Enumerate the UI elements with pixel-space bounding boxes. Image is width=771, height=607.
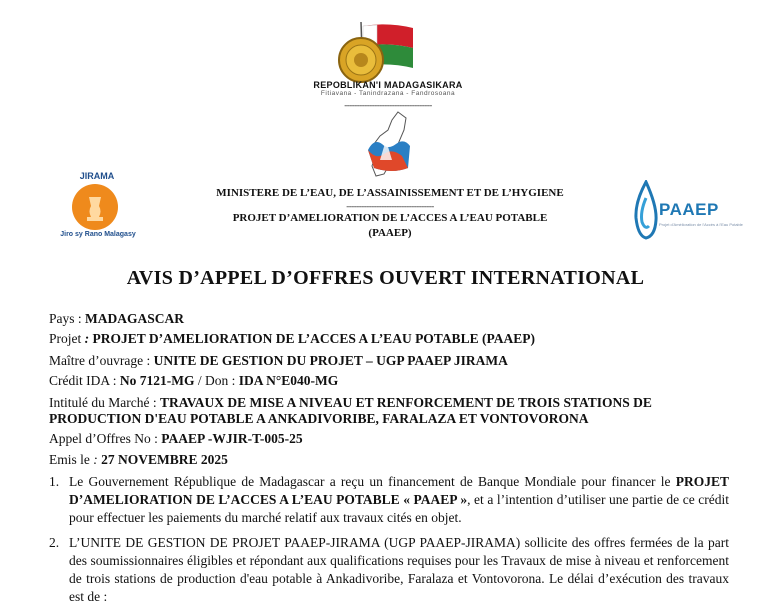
paragraph-text-b: , et a l’intention d’utiliser une partie de ce crédit pour effectuer les paiements du marché relatif aux travaux cités en objet. <box>69 492 729 525</box>
project-heading <box>190 211 590 241</box>
maitre-value: UNITE DE GESTION DU PROJET – UGP PAAEP JIRAMA <box>153 353 508 368</box>
paragraph-number: 2. <box>49 535 60 550</box>
paaep-logo-text: PAAEP <box>659 200 719 219</box>
jirama-name: JIRAMA <box>79 171 115 181</box>
madagascar-seal-flag-icon <box>333 20 443 86</box>
projet-label: Projet <box>49 331 82 346</box>
intitule-label: Intitulé du Marché : <box>49 395 157 410</box>
field-appel-offres <box>49 431 303 447</box>
don-label: / Don : <box>197 373 236 388</box>
field-maitre-ouvrage <box>49 353 508 369</box>
separator-line-2: ----------------------------------- <box>346 201 434 211</box>
paragraph-text <box>69 473 729 527</box>
paragraph-text: L’UNITE DE GESTION DE PROJET PAAEP-JIRAMA (UGP PAAEP-JIRAMA) sollicite des offres fermées de la part des soumissionnaires éligibles et répondant aux qualifications requises pour les Travaux de mise à niveau et renforcement de trois stations de production d'eau potable à Ankadivoribe, Faralaza et Vontovorona. Le délai d’exécution des travaux est de : <box>69 535 729 604</box>
emis-label: Emis le <box>49 452 90 467</box>
field-pays <box>49 311 184 327</box>
projet-separator: : <box>84 331 90 346</box>
project-heading-line2: (PAAEP) <box>368 227 412 239</box>
separator-line: ----------------------------------- <box>344 100 432 110</box>
field-credit <box>49 373 338 389</box>
jirama-tagline: Jiro sy Rano Malagasy <box>60 231 136 238</box>
field-projet <box>49 331 535 347</box>
maitre-label: Maître d’ouvrage : <box>49 353 151 368</box>
madagascar-map-icon <box>362 110 416 180</box>
pays-label: Pays : <box>49 311 82 326</box>
paragraph-2 <box>49 534 729 606</box>
projet-value: PROJET D’AMELIORATION DE L’ACCES A L’EAU POTABLE (PAAEP) <box>92 331 535 346</box>
project-heading-line1: PROJET D’AMELIORATION DE L’ACCES A L’EAU POTABLE <box>232 212 548 224</box>
pays-value: MADAGASCAR <box>85 311 185 326</box>
paragraph-number: 1. <box>49 474 60 489</box>
credit-label: Crédit IDA : <box>49 373 117 388</box>
credit-value: No 7121-MG <box>119 373 195 388</box>
ministry-name: MINISTERE DE L’EAU, DE L’ASSAINISSEMENT ET DE L’HYGIENE <box>216 187 564 199</box>
water-drop-icon <box>633 180 659 240</box>
emis-value: 27 NOVEMBRE 2025 <box>101 452 228 467</box>
republic-name: REPOBLIKAN'I MADAGASIKARA <box>313 80 463 90</box>
paaep-logo <box>633 180 743 240</box>
document-title: AVIS D’APPEL D’OFFRES OUVERT INTERNATIONAL <box>126 267 645 289</box>
republic-motto: Fitiavana - Tanindrazana - Fandrosoana <box>320 90 456 97</box>
paragraph-text-a: Le Gouvernement République de Madagascar a reçu un financement de Banque Mondiale pour financer le <box>69 474 671 489</box>
jirama-logo-icon <box>68 182 122 232</box>
emis-separator: : <box>93 452 98 467</box>
field-intitule <box>49 395 729 427</box>
paaep-logo-subtitle: Projet d'Amélioration de l'Accès à l'Eau Potable <box>659 222 743 227</box>
intitule-value: TRAVAUX DE MISE A NIVEAU ET RENFORCEMENT DE TROIS STATIONS DE PRODUCTION D'EAU POTABLE A ANKADIVORIBE, FARALAZA ET VONTOVORONA <box>49 395 652 426</box>
don-value: IDA N°E040-MG <box>238 373 339 388</box>
appel-label: Appel d’Offres No : <box>49 431 158 446</box>
appel-value: PAAEP -WJIR-T-005-25 <box>161 431 303 446</box>
paragraph-text-bold: PROJET D’AMELIORATION DE L’ACCES A L’EAU POTABLE « PAAEP » <box>69 474 729 507</box>
field-emis <box>49 452 228 468</box>
paragraph-1 <box>49 473 729 527</box>
